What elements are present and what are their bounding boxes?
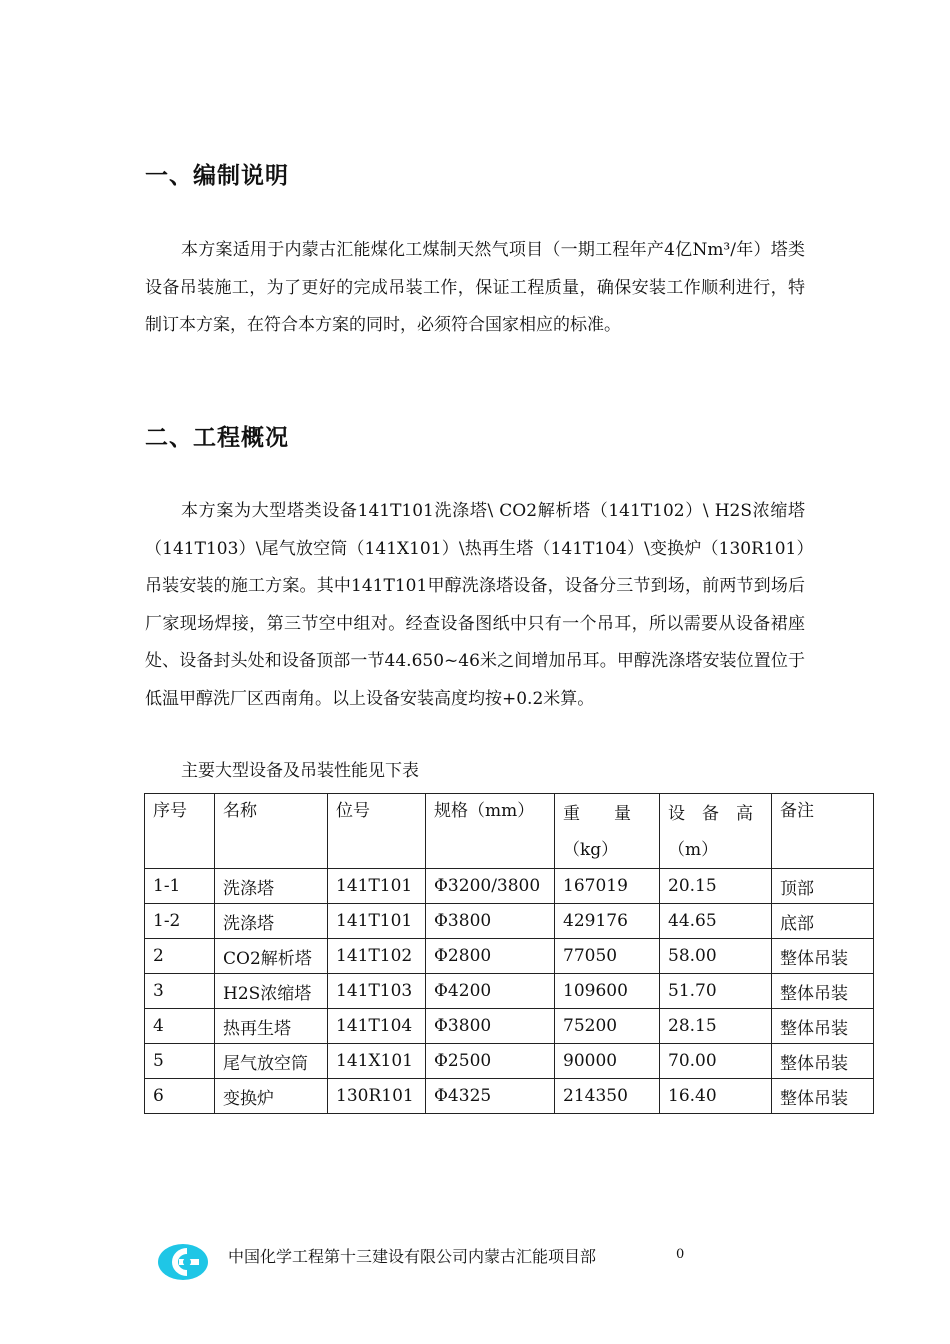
cell-remark: 底部 — [772, 904, 874, 939]
cell-remark: 整体吊装 — [772, 1079, 874, 1114]
cell-no: 3 — [145, 974, 215, 1009]
header-tag: 位号 — [328, 794, 426, 869]
table-row — [145, 974, 874, 1009]
header-spec: 规格（mm） — [426, 794, 555, 869]
cell-name: 热再生塔 — [215, 1009, 328, 1044]
cell-no: 5 — [145, 1044, 215, 1079]
page-number: 0 — [676, 1247, 685, 1262]
cell-weight: 77050 — [555, 939, 660, 974]
header-weight — [555, 794, 660, 869]
cell-height: 28.15 — [660, 1009, 772, 1044]
cell-height: 70.00 — [660, 1044, 772, 1079]
cell-tag: 130R101 — [328, 1079, 426, 1114]
cell-name: H2S浓缩塔 — [215, 974, 328, 1009]
header-no: 序号 — [145, 794, 215, 869]
header-height — [660, 794, 772, 869]
cell-spec: Φ2500 — [426, 1044, 555, 1079]
cell-spec: Φ4200 — [426, 974, 555, 1009]
cell-tag: 141T103 — [328, 974, 426, 1009]
table-row — [145, 1009, 874, 1044]
cell-name: 变换炉 — [215, 1079, 328, 1114]
cell-height: 16.40 — [660, 1079, 772, 1114]
table-row — [145, 904, 874, 939]
header-weight-line1: 重 量 — [563, 804, 631, 824]
header-height-line1: 设 备 高 — [668, 804, 753, 824]
cell-height: 58.00 — [660, 939, 772, 974]
cell-no: 6 — [145, 1079, 215, 1114]
cell-no: 2 — [145, 939, 215, 974]
header-weight-line2: （kg） — [563, 840, 619, 860]
cell-weight: 214350 — [555, 1079, 660, 1114]
table-header-row — [145, 794, 874, 869]
cell-remark: 整体吊装 — [772, 939, 874, 974]
compilation-paragraph: 本方案适用于内蒙古汇能煤化工煤制天然气项目（一期工程年产4亿Nm³/年）塔类设备吊装施工，为了更好的完成吊装工作，保证工程质量，确保安装工作顺利进行，特制订本方案，在符合本方案的同时，必须符合国家相应的标准。 — [145, 240, 805, 336]
table-caption: 主要大型设备及吊装性能见下表 — [181, 761, 419, 781]
section-title-compilation: 一、编制说明 — [145, 163, 289, 189]
cell-spec: Φ4325 — [426, 1079, 555, 1114]
cell-weight: 429176 — [555, 904, 660, 939]
equipment-table — [144, 793, 874, 1114]
cell-remark: 顶部 — [772, 869, 874, 904]
cell-spec: Φ2800 — [426, 939, 555, 974]
cell-tag: 141T104 — [328, 1009, 426, 1044]
cell-height: 20.15 — [660, 869, 772, 904]
cell-tag: 141T102 — [328, 939, 426, 974]
cell-tag: 141T101 — [328, 869, 426, 904]
cell-no: 1-2 — [145, 904, 215, 939]
cell-tag: 141T101 — [328, 904, 426, 939]
cell-weight: 167019 — [555, 869, 660, 904]
cell-name: 洗涤塔 — [215, 869, 328, 904]
table-row — [145, 869, 874, 904]
cell-name: 洗涤塔 — [215, 904, 328, 939]
cell-no: 4 — [145, 1009, 215, 1044]
table-row — [145, 1044, 874, 1079]
table-row — [145, 1079, 874, 1114]
cell-weight: 109600 — [555, 974, 660, 1009]
cell-height: 51.70 — [660, 974, 772, 1009]
cell-tag: 141X101 — [328, 1044, 426, 1079]
cell-remark: 整体吊装 — [772, 1044, 874, 1079]
cell-height: 44.65 — [660, 904, 772, 939]
cell-spec: Φ3800 — [426, 1009, 555, 1044]
table-row — [145, 939, 874, 974]
cell-name: CO2解析塔 — [215, 939, 328, 974]
cell-no: 1-1 — [145, 869, 215, 904]
cell-name: 尾气放空筒 — [215, 1044, 328, 1079]
cell-remark: 整体吊装 — [772, 974, 874, 1009]
cell-weight: 90000 — [555, 1044, 660, 1079]
header-height-line2: （m） — [668, 840, 719, 860]
cell-weight: 75200 — [555, 1009, 660, 1044]
company-logo-icon — [157, 1242, 209, 1282]
footer-company: 中国化学工程第十三建设有限公司内蒙古汇能项目部 — [228, 1247, 597, 1266]
section-title-overview: 二、工程概况 — [145, 425, 289, 451]
cell-remark: 整体吊装 — [772, 1009, 874, 1044]
header-remark: 备注 — [772, 794, 874, 869]
cell-spec: Φ3800 — [426, 904, 555, 939]
overview-paragraph: 本方案为大型塔类设备141T101洗涤塔\ CO2解析塔（141T102）\ H2S浓缩塔（141T103）\尾气放空筒（141X101）\热再生塔（141T104）\变换炉（130R101）吊装安装的施工方案。其中141T101甲醇洗涤塔设备，设备分三节到场，前两节到场后厂家现场焊接，第三节空中组对。经查设备图纸中只有一个吊耳，所以需要从设备裙座处、设备封头处和设备顶部一节44.650~46米之间增加吊耳。甲醇洗涤塔安装位置位于低温甲醇洗厂区西南角。以上设备安装高度均按+0.2米算。 — [145, 501, 805, 709]
header-name: 名称 — [215, 794, 328, 869]
cell-spec: Φ3200/3800 — [426, 869, 555, 904]
